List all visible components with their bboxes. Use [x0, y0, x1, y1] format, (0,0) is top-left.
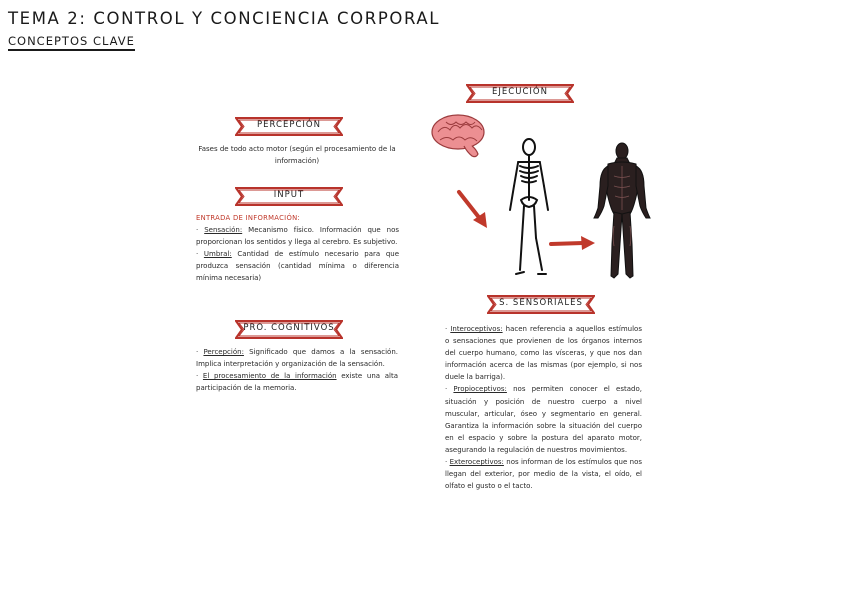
arrow-icon — [549, 234, 597, 252]
bullet: · — [196, 250, 199, 259]
bullet: · — [445, 458, 448, 467]
bullet: · — [196, 226, 199, 235]
sensoriales-section — [445, 323, 642, 492]
banner-percepcion — [235, 117, 343, 136]
skeleton-icon — [504, 138, 554, 280]
input-item-umbral — [196, 248, 399, 284]
cognitivos-section — [196, 346, 398, 394]
banner-sensoriales — [487, 295, 595, 314]
brain-icon — [430, 112, 490, 160]
banner-label: EJECUCIÓN — [492, 87, 548, 97]
umbral-text: Cantidad de estímulo necesario para que produzca sensación (cantidad mínima o diferencia mínima necesaria) — [196, 250, 400, 283]
bullet: · — [445, 325, 448, 333]
term-umbral: Umbral: — [203, 250, 232, 259]
bullet: · — [196, 348, 199, 356]
input-heading: ENTRADA DE INFORMACIÓN: — [196, 214, 301, 222]
sensoriales-item-exteroceptivos — [445, 456, 642, 492]
banner-input — [235, 187, 343, 206]
interoceptivos-text: hacen referencia a aquellos estímulos o sensaciones que provienen de los órganos internos del cuerpo humano, como las vísceras, y que nos dan información acerca de las mismas (por ejemplo, si nos duele la barriga). — [445, 325, 642, 382]
term-procesamiento: El procesamiento de la información — [202, 372, 337, 381]
banner-ejecucion — [466, 84, 574, 103]
banner-label: PERCEPCIÓN — [257, 120, 321, 130]
arrow-icon — [455, 188, 491, 230]
banner-label: INPUT — [273, 190, 305, 200]
page-title: TEMA 2: CONTROL Y CONCIENCIA CORPORAL — [8, 9, 441, 28]
banner-label: PRO. COGNITIVOS — [243, 323, 335, 333]
input-item-sensacion — [196, 224, 399, 248]
sensoriales-item-propioceptivos — [445, 383, 642, 456]
term-propioceptivos: Propioceptivos: — [453, 385, 507, 394]
page-subtitle: CONCEPTOS CLAVE — [8, 34, 135, 51]
term-interoceptivos: Interoceptivos: — [450, 325, 503, 333]
procesamiento-text: existe una alta participación de la memoria. — [196, 372, 398, 393]
sensacion-text: Mecanismo físico. Información que nos proporcionan los sentidos y llega al cerebro. Es subjetivo. — [196, 226, 399, 247]
cognitivos-item-percepcion — [196, 346, 398, 370]
sensoriales-item-interoceptivos — [445, 323, 642, 383]
input-section — [196, 212, 399, 285]
muscle-body-icon — [592, 142, 652, 282]
term-sensacion: Sensación: — [204, 226, 243, 235]
propioceptivos-text: nos permiten conocer el estado, situación y posición de nuestro cuerpo a nivel muscular, articular, óseo y segmentario en general. Garantiza la información sobre la situación del cuerpo en el espacio y sobre la postura del aparato motor, asegurando la regulación de nuestros movimientos. — [445, 385, 642, 454]
bullet: · — [445, 385, 448, 394]
bullet: · — [196, 372, 199, 381]
percepcion-text: Fases de todo acto motor (según el procesamiento de la información) — [198, 145, 396, 166]
cognitivos-item-procesamiento — [196, 370, 398, 394]
percepcion-item-text: Significado que damos a la sensación. Implica interpretación y organización de la sensación. — [196, 348, 398, 369]
term-exteroceptivos: Exteroceptivos: — [449, 458, 504, 467]
term-percepcion: Percepción: — [203, 348, 244, 356]
banner-pro-cognitivos — [235, 320, 343, 339]
exteroceptivos-text: nos informan de los estímulos que nos llegan del exterior, por medio de la vista, el oído, el olfato el gusto o el tacto. — [445, 458, 642, 491]
percepcion-description — [196, 143, 398, 167]
banner-label: S. SENSORIALES — [499, 298, 583, 308]
